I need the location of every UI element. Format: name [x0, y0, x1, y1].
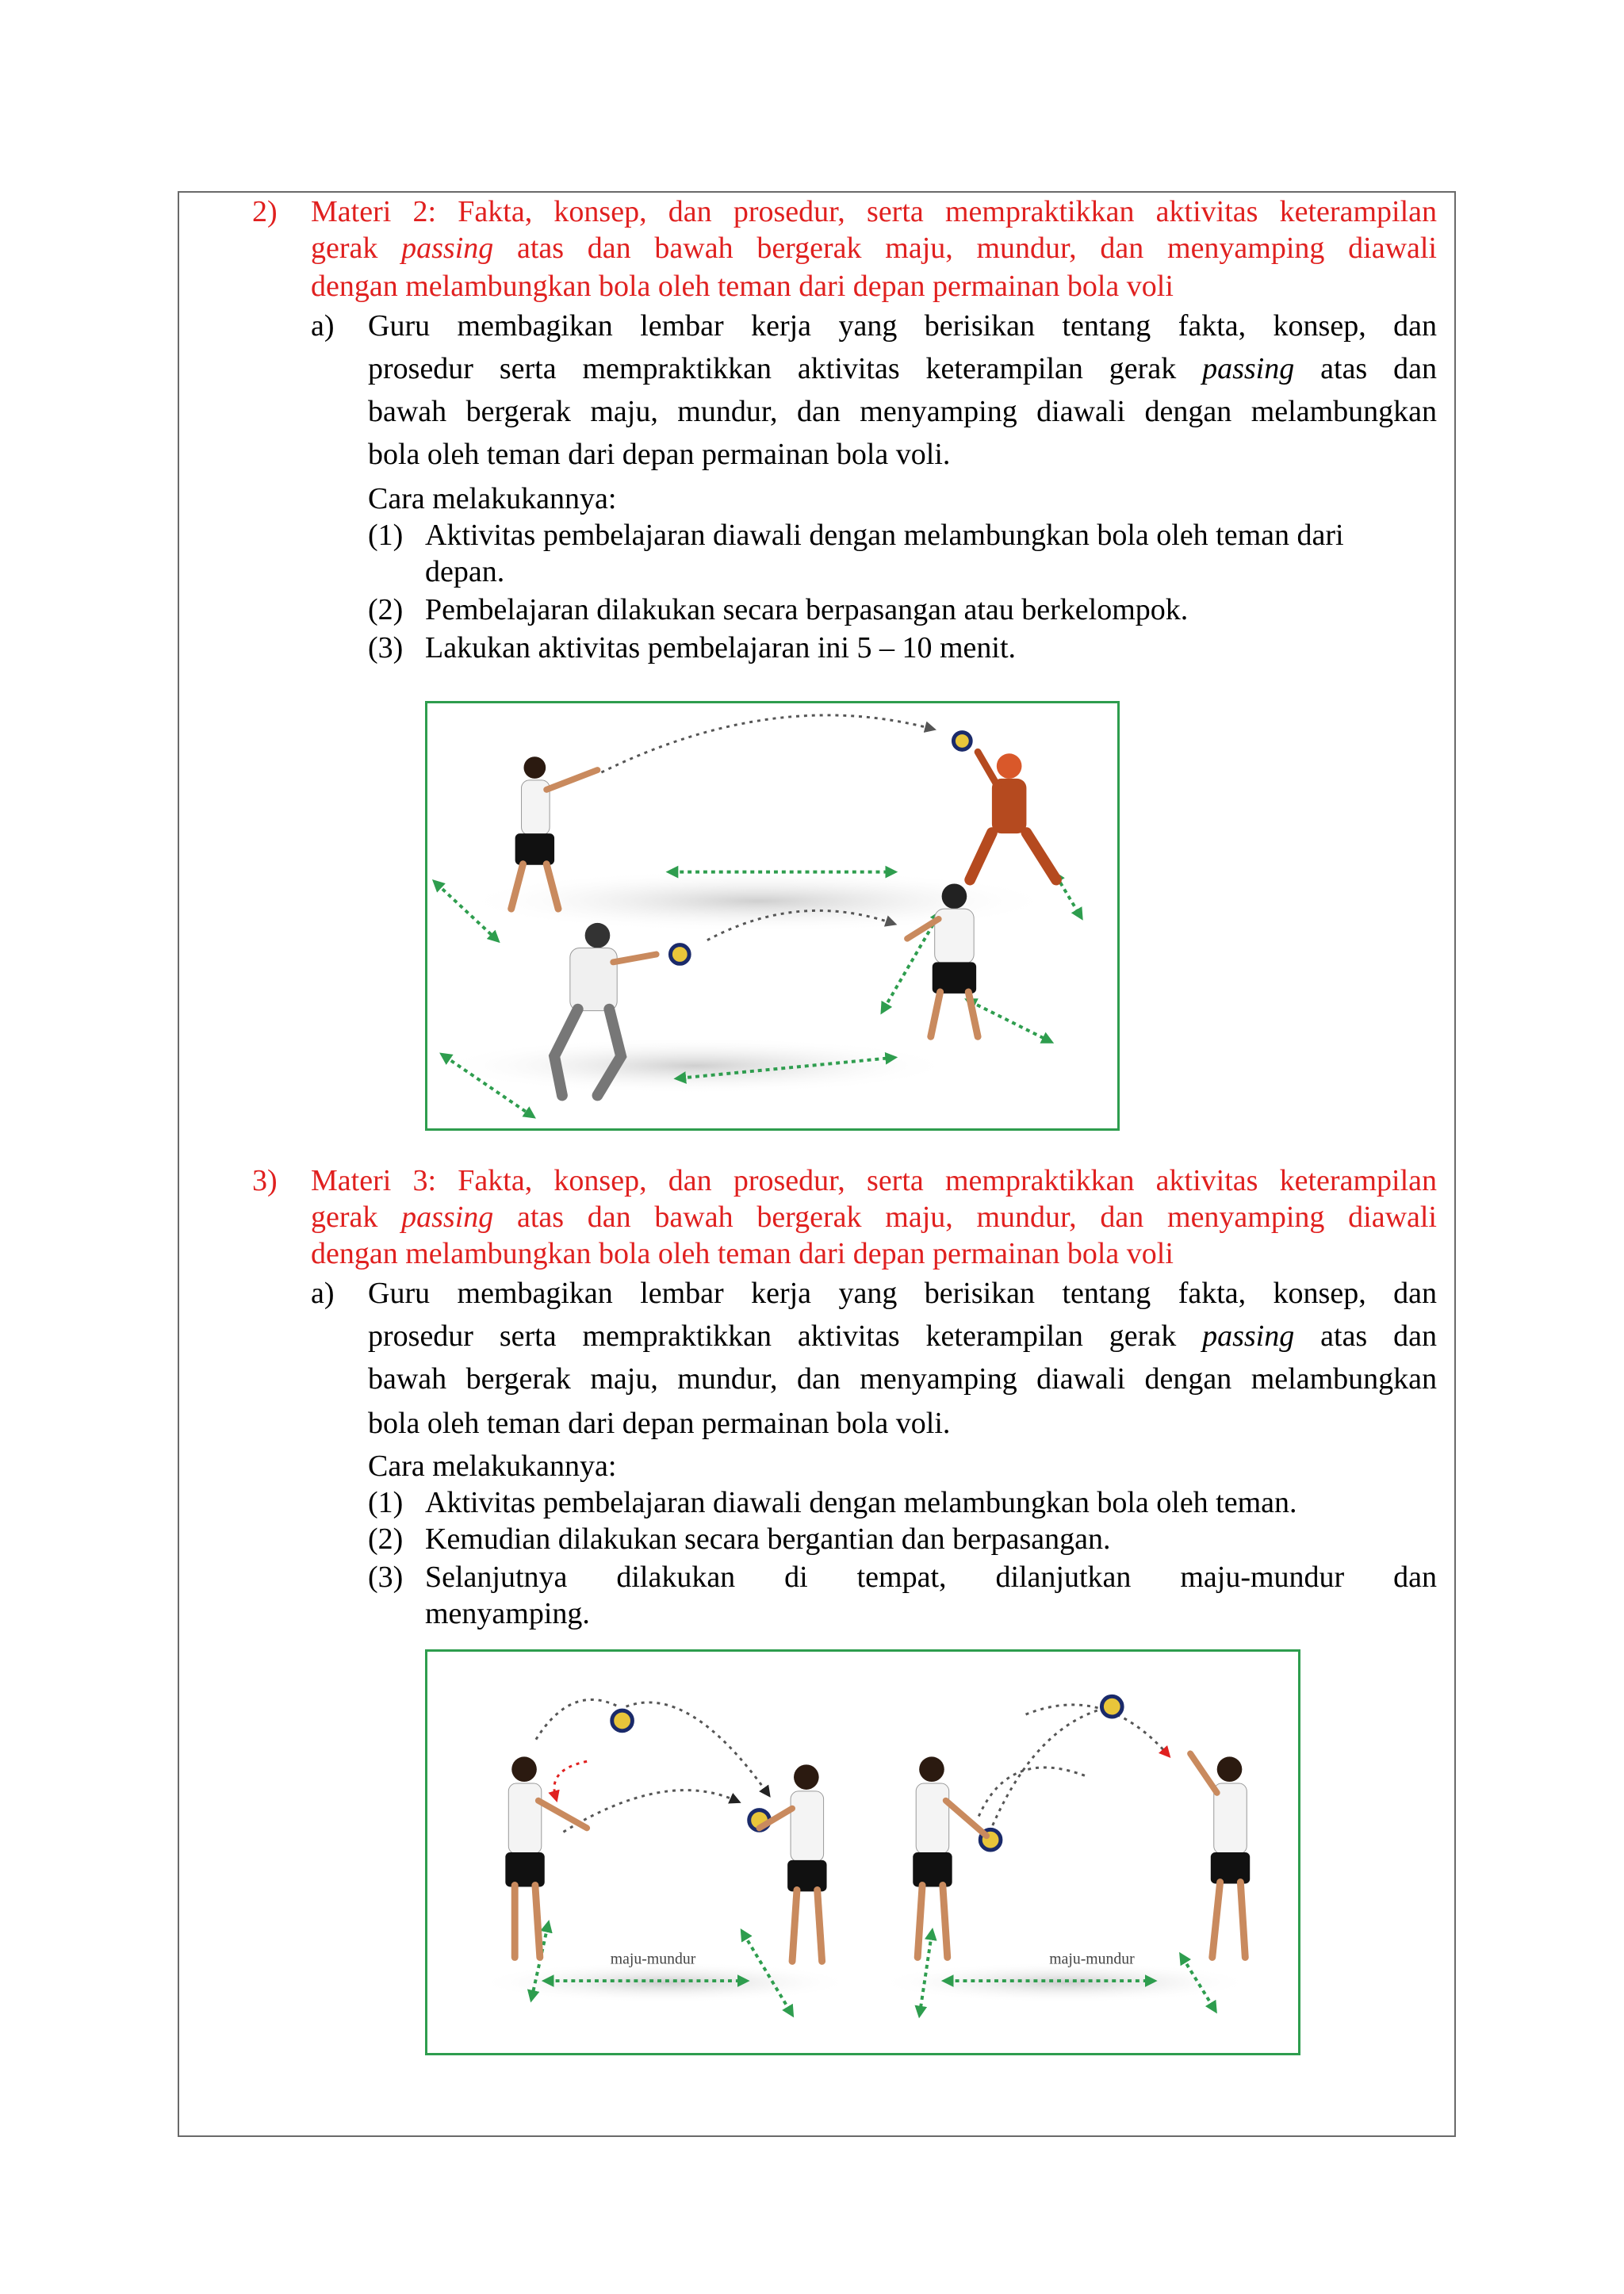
figure-label-maju-mundur: maju-mundur [610, 1950, 696, 1968]
section-3-step-1-line-1: Aktivitas pembelajaran diawali dengan melambungkan bola oleh teman. [425, 1486, 1297, 1519]
figure-label-maju-mundur: maju-mundur [1049, 1950, 1135, 1968]
ball-path-top [601, 715, 930, 772]
section-2-number: 2) [252, 195, 278, 228]
section-3-item-line-3: bawah bergerak maju, mundur, dan menyamping diawali dengan melambungkan [368, 1362, 1437, 1396]
figure-passing-practice-2 [425, 1649, 1300, 2055]
section-3-step-2-number: (2) [368, 1522, 404, 1556]
section-3-heading-line-2: gerak passing atas dan bawah bergerak maju, mundur, dan menyamping diawali [311, 1201, 1437, 1234]
section-3-item-line-4: bola oleh teman dari depan permainan bola voli. [368, 1407, 951, 1440]
section-3-step-3-number: (3) [368, 1561, 404, 1594]
figure-passing-practice-1 [425, 701, 1120, 1131]
passing-illustration-1 [427, 703, 1117, 1128]
volleyball-icon [953, 733, 971, 750]
section-2-step-1-number: (1) [368, 519, 404, 552]
player-figure [1190, 1753, 1250, 1957]
section-3-heading-line-1: Materi 3: Fakta, konsep, dan prosedur, serta mempraktikkan aktivitas keterampilan [311, 1164, 1437, 1197]
section-2-step-1-line-2: depan. [425, 555, 505, 588]
section-2-item-line-1: Guru membagikan lembar kerja yang berisikan tentang fakta, konsep, dan [368, 309, 1437, 343]
section-2-heading-line-1: Materi 2: Fakta, konsep, dan prosedur, serta mempraktikkan aktivitas keterampilan [311, 195, 1437, 228]
section-2-step-3-number: (3) [368, 631, 404, 664]
section-3-step-1-number: (1) [368, 1486, 404, 1519]
section-3-heading-line-3: dengan melambungkan bola oleh teman dari depan permainan bola voli [311, 1237, 1174, 1270]
player-figure [760, 1764, 827, 1961]
section-2-step-2-number: (2) [368, 593, 404, 626]
section-3-step-3-line-1: Selanjutnya dilakukan di tempat, dilanjutkan maju-mundur dan [425, 1561, 1437, 1594]
section-2-step-2-line-1: Pembelajaran dilakukan secara berpasangan atau berkelompok. [425, 593, 1189, 626]
section-2-step-1-line-1: Aktivitas pembelajaran diawali dengan melambungkan bola oleh teman dari [425, 519, 1344, 552]
section-3-step-3-line-2: menyamping. [425, 1597, 590, 1630]
section-3-number: 3) [252, 1164, 278, 1197]
section-3-item-line-2: prosedur serta mempraktikkan aktivitas keterampilan gerak passing atas dan [368, 1319, 1437, 1353]
section-3-step-2-line-1: Kemudian dilakukan secara bergantian dan berpasangan. [425, 1522, 1111, 1556]
volleyball-icon [670, 945, 689, 964]
passing-illustration-2 [427, 1652, 1298, 2053]
volleyball-icon [612, 1710, 633, 1731]
section-2-item-line-3: bawah bergerak maju, mundur, dan menyamping diawali dengan melambungkan [368, 395, 1437, 428]
section-2-step-3-line-1: Lakukan aktivitas pembelajaran ini 5 – 10 menit. [425, 631, 1017, 664]
player-figure [970, 752, 1056, 879]
section-2-how-label: Cara melakukannya: [368, 482, 617, 515]
volleyball-icon [1101, 1696, 1122, 1717]
section-3-item-line-1: Guru membagikan lembar kerja yang berisikan tentang fakta, konsep, dan [368, 1277, 1437, 1310]
section-2-item-label: a) [311, 309, 335, 343]
section-2-heading-line-2: gerak passing atas dan bawah bergerak maju, mundur, dan menyamping diawali [311, 232, 1437, 265]
section-2-item-line-2: prosedur serta mempraktikkan aktivitas keterampilan gerak passing atas dan [368, 352, 1437, 385]
section-2-heading-line-3: dengan melambungkan bola oleh teman dari depan permainan bola voli [311, 270, 1174, 303]
section-2-item-line-4: bola oleh teman dari depan permainan bola voli. [368, 438, 951, 471]
player-figure [913, 1756, 986, 1957]
section-3-how-label: Cara melakukannya: [368, 1450, 617, 1483]
section-3-item-label: a) [311, 1277, 335, 1310]
